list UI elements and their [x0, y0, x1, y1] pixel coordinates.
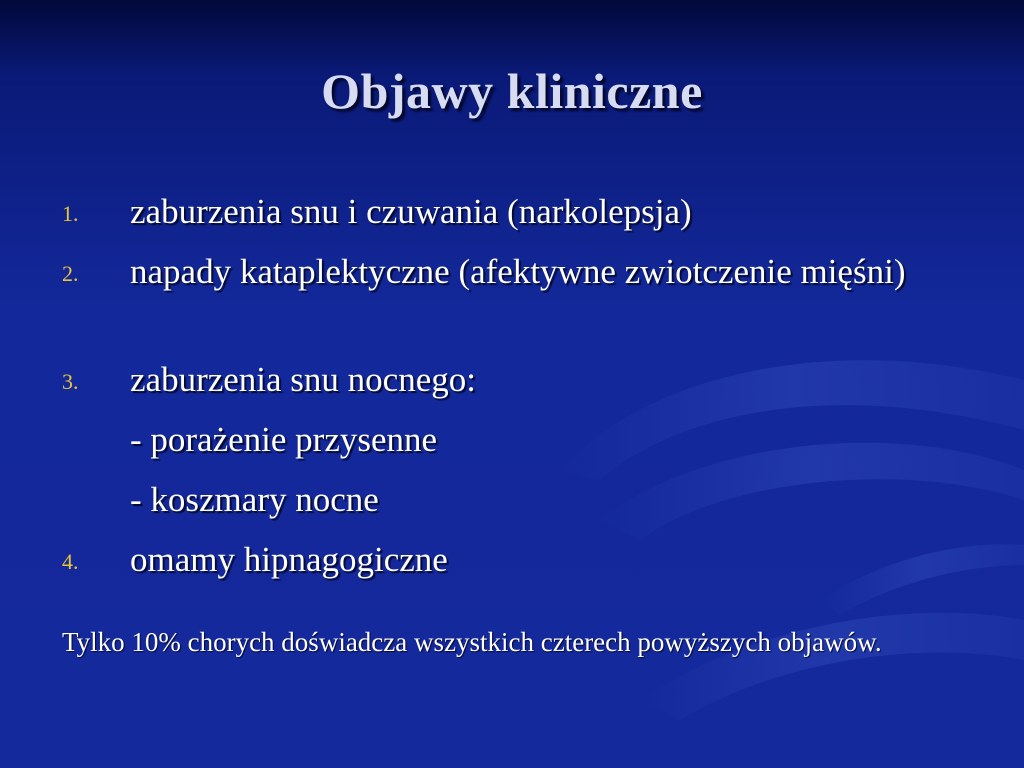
list-item-number: 3.	[62, 369, 79, 394]
slide-title: Objawy kliniczne	[321, 63, 703, 119]
footnote-text: Tylko 10% chorych doświadcza wszystkich czterech powyższych objawów.	[62, 627, 882, 657]
list-subitem-text: - porażenie przysenne	[130, 420, 438, 459]
list-item-text: zaburzenia snu i czuwania (narkolepsja)	[130, 192, 692, 231]
list-subitem-text: - koszmary nocne	[130, 480, 379, 519]
list-item-text: omamy hipnagogiczne	[130, 540, 448, 579]
list-item-number: 4.	[62, 549, 79, 574]
list-item-text: napady kataplektyczne (afektywne zwiotczenie mięśni)	[130, 252, 906, 291]
list-item-number: 2.	[62, 261, 79, 286]
list-item-number: 1.	[62, 201, 79, 226]
list-item-text: zaburzenia snu nocnego:	[130, 360, 476, 399]
